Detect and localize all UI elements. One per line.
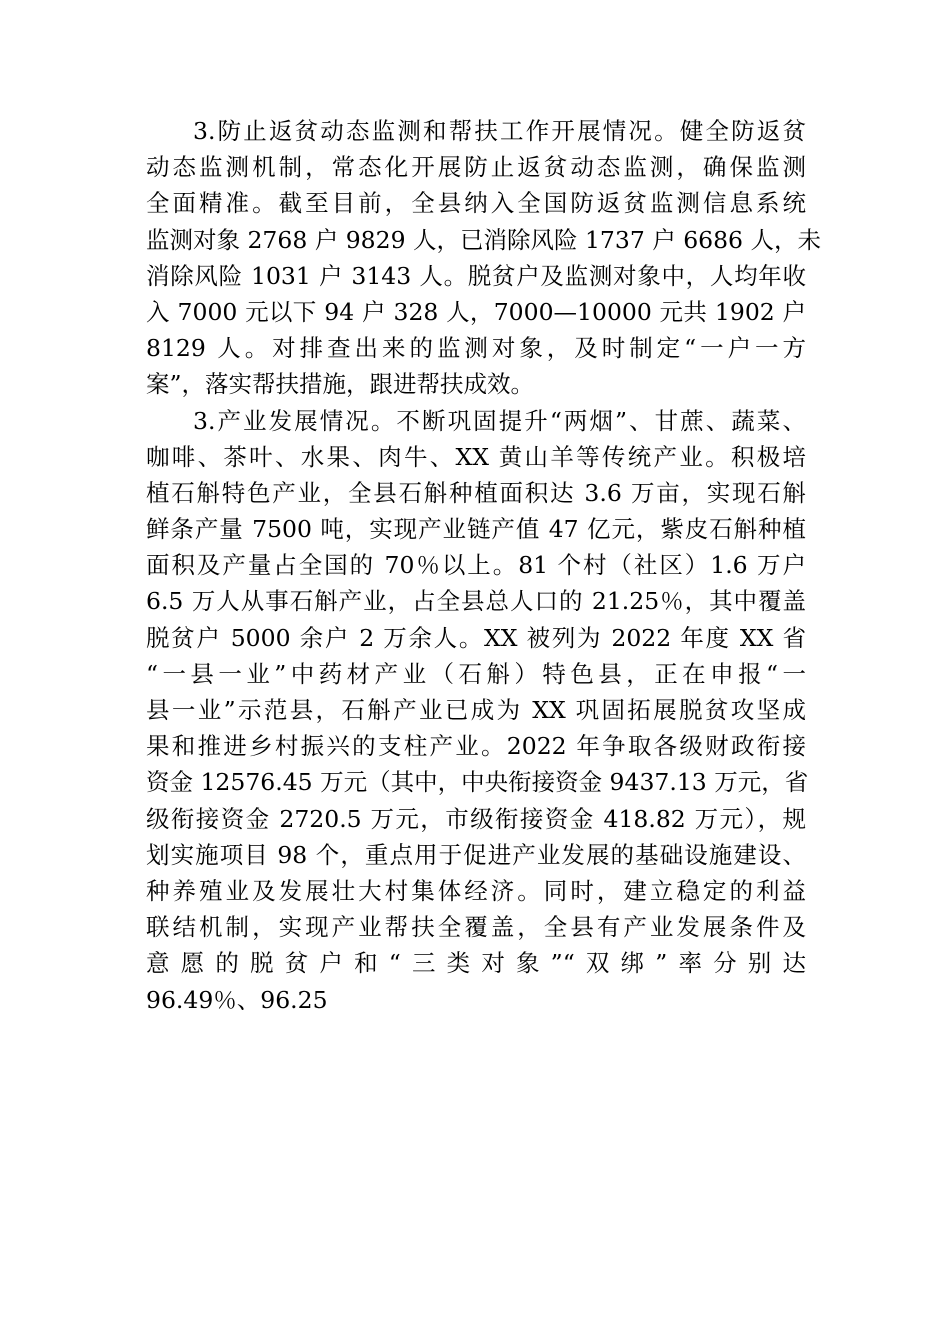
paragraph-line: 级衔接资金 2720.5 万元，市级衔接资金 418.82 万元），规 bbox=[146, 804, 806, 833]
paragraph-line: 3.防止返贫动态监测和帮扶工作开展情况。健全防返贫 bbox=[193, 117, 806, 145]
paragraph-line: 监测对象 2768 户 9829 人，已消除风险 1737 户 6686 人，未 bbox=[146, 225, 821, 254]
paragraph-line: 消除风险 1031 户 3143 人。脱贫户及监测对象中，人均年收 bbox=[146, 261, 806, 290]
paragraph-line: “一县一业”中药材产业（石斛）特色县，正在申报“一 bbox=[146, 659, 806, 688]
paragraph-line: 动态监测机制，常态化开展防止返贫动态监测，确保监测 bbox=[146, 153, 806, 182]
paragraph-line: 划实施项目 98 个，重点用于促进产业发展的基础设施建设、 bbox=[146, 840, 806, 869]
paragraph-line: 联结机制，实现产业帮扶全覆盖，全县有产业发展条件及 bbox=[146, 913, 806, 942]
paragraph-line: 全面精准。截至目前，全县纳入全国防返贫监测信息系统 bbox=[146, 189, 806, 218]
paragraph-line: 植石斛特色产业，全县石斛种植面积达 3.6 万亩，实现石斛 bbox=[146, 478, 806, 507]
paragraph-line: 种养殖业及发展壮大村集体经济。同时，建立稳定的利益 bbox=[146, 876, 806, 905]
document-body bbox=[146, 113, 821, 1018]
paragraph-line: 3.产业发展情况。不断巩固提升“两烟”、甘蔗、蔬菜、 bbox=[193, 406, 806, 435]
paragraph-monitoring bbox=[146, 113, 821, 403]
paragraph-line: 8129 人。对排查出来的监测对象，及时制定“一户一方 bbox=[146, 334, 806, 363]
paragraph-line: 资金 12576.45 万元（其中，中央衔接资金 9437.13 万元，省 bbox=[146, 768, 809, 797]
paragraph-industry bbox=[146, 403, 809, 1018]
paragraph-line: 果和推进乡村振兴的支柱产业。2022 年争取各级财政衔接 bbox=[146, 732, 806, 761]
paragraph-line: 县一业”示范县，石斛产业已成为 XX 巩固拓展脱贫攻坚成 bbox=[146, 696, 806, 724]
paragraph-line: 脱贫户 5000 余户 2 万余人。XX 被列为 2022 年度 XX 省 bbox=[146, 623, 806, 652]
paragraph-line: 面积及产量占全国的 70％以上。81 个村（社区）1.6 万户 bbox=[146, 551, 806, 580]
paragraph-line: 96.49％、96.25 bbox=[146, 985, 328, 1014]
paragraph-line: 意愿的脱贫户和“三类对象”“双绑”率分别达 bbox=[146, 949, 806, 978]
paragraph-line: 鲜条产量 7500 吨，实现产业链产值 47 亿元，紫皮石斛种植 bbox=[146, 515, 806, 544]
paragraph-line: 入 7000 元以下 94 户 328 人，7000—10000 元共 1902 户 bbox=[146, 297, 806, 326]
paragraph-line: 案”，落实帮扶措施，跟进帮扶成效。 bbox=[146, 370, 535, 399]
paragraph-line: 6.5 万人从事石斛产业，占全县总人口的 21.25％，其中覆盖 bbox=[146, 587, 806, 616]
paragraph-line: 咖啡、茶叶、水果、肉牛、XX 黄山羊等传统产业。积极培 bbox=[146, 442, 806, 471]
